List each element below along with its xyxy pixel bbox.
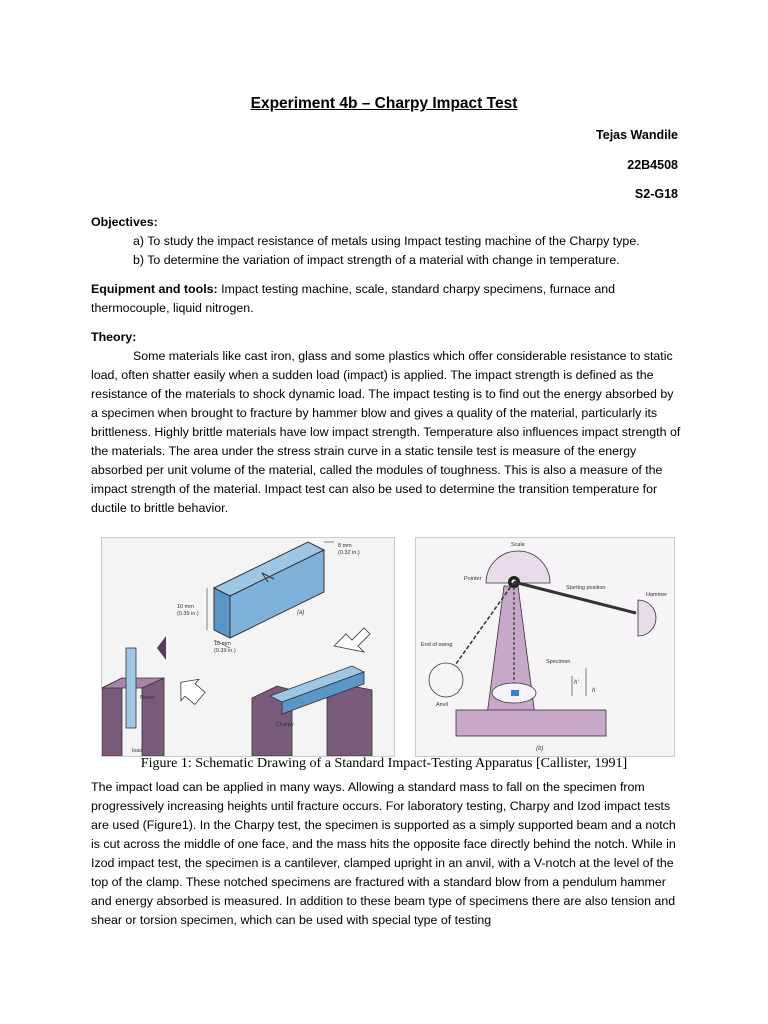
anvil-label: Anvil xyxy=(436,702,448,708)
h-prime-label: h' xyxy=(574,680,579,686)
theory-section xyxy=(91,328,681,518)
charpy-specimen-figure xyxy=(101,537,395,757)
charpy-label: Charpy xyxy=(276,722,294,728)
dim-side-inch-label: (0.39 in.) xyxy=(177,611,199,617)
theory-paragraph: Some materials like cast iron, glass and some plastics which offer considerable resistance to static load, often shatter easily when a sudden load (impact) is applied. The impact strength is defined as the resistance of the materials to shock dynamic load. The impact testing is to find out the energy absorbed by a specimen when brought to fracture by hammer blow and gives a quality of the material, particularly its brittleness. Highly brittle materials have low impact strength. Temperature also influences impact strength of the materials. The area under the stress strain curve in a static tensile test is measure of the energy absorbed per unit volume of the material, called the modules of toughness. This is also a measure of the impact strength of the material. Impact test can also be used to determine the transition temperature for ductile to brittle behavior. xyxy=(91,349,681,515)
dim-top-inch-label: (0.32 in.) xyxy=(338,550,360,556)
part-a-label: (a) xyxy=(297,610,305,616)
equipment-heading: Equipment and tools: xyxy=(91,282,218,296)
pointer-label: Pointer xyxy=(464,576,482,582)
dim-side-label: 10 mm xyxy=(177,604,194,610)
author-name: Tejas Wandile xyxy=(596,128,678,142)
hammer-label: Hammer xyxy=(646,592,668,598)
h-label: h xyxy=(592,688,596,694)
objectives-section xyxy=(91,213,681,270)
document-title: Experiment 4b – Charpy Impact Test xyxy=(250,95,518,112)
apparatus-drawing xyxy=(416,538,674,756)
continuation-paragraph: The impact load can be applied in many ways. Allowing a standard mass to fall on the specimen from progressively increasing heights until fracture occurs. For laboratory testing, Charpy and Izod impact tests are used (Figure1). In the Charpy test, the specimen is supported as a simply supported beam and a notch is cut across the middle of one face, and the mass hits the opposite face directly behind the notch. While in Izod impact test, the specimen is a cantilever, clamped upright in an anvil, with a V-notch at the level of the top of the clamp. These notched specimens are fractured with a standard blow from a pendulum hammer and energy absorbed is measured. In addition to these beam type of specimens there are also tension and shear or torsion specimen, which can be used with special type of testing xyxy=(91,780,676,927)
objectives-heading: Objectives: xyxy=(91,215,158,229)
dim-bottom-inch-label: (0.39 in.) xyxy=(214,648,236,654)
roll-number: 22B4508 xyxy=(627,158,678,172)
figure-caption: Figure 1: Schematic Drawing of a Standard Impact-Testing Apparatus [Callister, 1991] xyxy=(140,756,628,771)
part-b-label: (b) xyxy=(536,746,544,752)
dim-top-label: 8 mm xyxy=(338,543,352,549)
objective-item: a) To study the impact resistance of metals using Impact testing machine of the Charpy type. xyxy=(133,234,640,248)
end-of-swing-label: End of swing xyxy=(421,642,453,648)
equipment-section xyxy=(91,280,681,318)
scale-label: Scale xyxy=(511,542,525,548)
load-label: load xyxy=(132,748,143,754)
specimen-drawing xyxy=(102,538,394,756)
impact-apparatus-figure xyxy=(415,537,675,757)
specimen-label: Specimen xyxy=(546,659,571,665)
equipment-text: Impact testing machine, scale, standard charpy specimens, furnace and thermocouple, liquid nitrogen. xyxy=(91,282,616,315)
group-id: S2-G18 xyxy=(634,187,678,201)
dim-bottom-label: 10 mm xyxy=(214,641,231,647)
theory-heading: Theory: xyxy=(91,330,137,344)
starting-position-label: Starting position xyxy=(566,585,606,591)
notch-label: Notch xyxy=(140,695,155,701)
objective-item: b) To determine the variation of impact strength of a material with change in temperature. xyxy=(133,253,620,267)
